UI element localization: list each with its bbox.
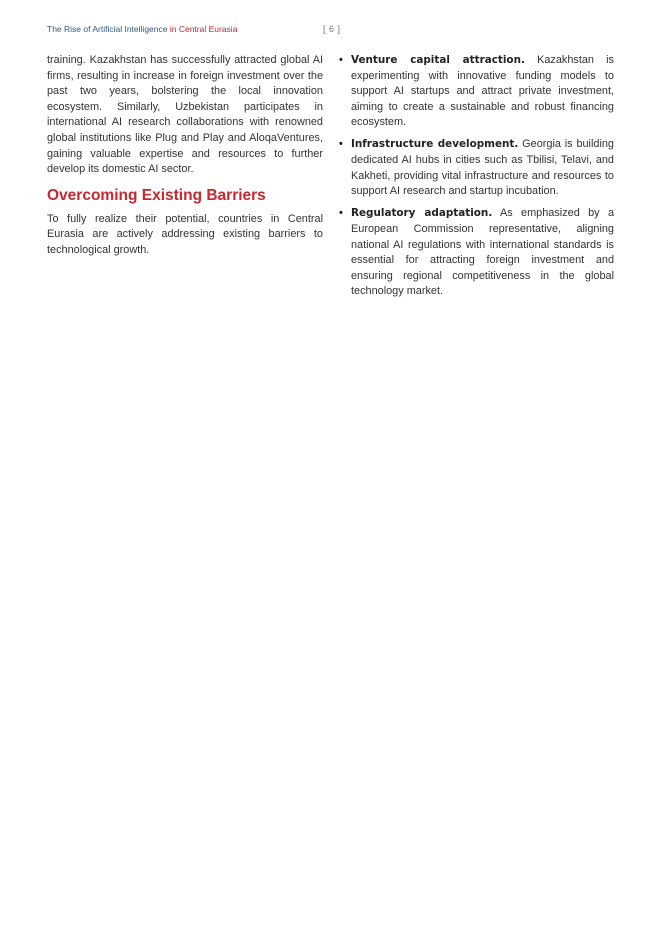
body-paragraph: To fully realize their potential, countries in Central Eurasia are actively addressing existing barriers to technological growth. xyxy=(47,212,323,256)
bullet-lead: Infrastructure development. xyxy=(351,138,519,151)
bullet-icon: • xyxy=(339,207,343,220)
bullet-list xyxy=(338,53,614,300)
running-header xyxy=(47,23,615,37)
bullet-text: Georgia is building dedicated AI hubs in cities such as Tbilisi, Telavi, and Kakheti, providing vital infrastructure and resources to support AI research and startup incubation. xyxy=(351,138,614,198)
header-title-part2: in Central Eurasia xyxy=(169,24,238,34)
bullet-lead: Regulatory adaptation. xyxy=(351,207,493,220)
right-column xyxy=(338,53,614,306)
page-number: [ 6 ] xyxy=(323,24,341,34)
bullet-icon: • xyxy=(339,54,343,66)
list-item xyxy=(338,53,614,131)
bullet-lead: Venture capital attraction. xyxy=(351,54,525,66)
left-column xyxy=(47,53,323,259)
list-item xyxy=(338,206,614,300)
bullet-text: As emphasized by a European Commission representative, aligning national AI regulations with international standards is essential for attracting foreign investment and ensuring regional competitiveness in the global technology market. xyxy=(351,207,614,298)
section-heading: Overcoming Existing Barriers xyxy=(47,186,266,204)
bullet-text: Kazakhstan is experimenting with innovative funding models to support AI startups and attract private investment, aiming to create a sustainable and robust financing ecosystem. xyxy=(351,54,615,129)
header-title-part1: The Rise of Artificial Intelligence xyxy=(47,24,168,34)
bullet-icon: • xyxy=(339,138,343,151)
body-paragraph: training. Kazakhstan has successfully attracted global AI firms, resulting in increase in foreign investment over the past two years, bolstering the local innovation ecosystem. Similarly, Uzbekistan participates in international AI research collaborations with renowned global institutions like Plug and Play and AloqaVentures, gaining valuable expertise and resources to further develop its domestic AI sector. xyxy=(47,54,323,176)
list-item xyxy=(338,137,614,199)
